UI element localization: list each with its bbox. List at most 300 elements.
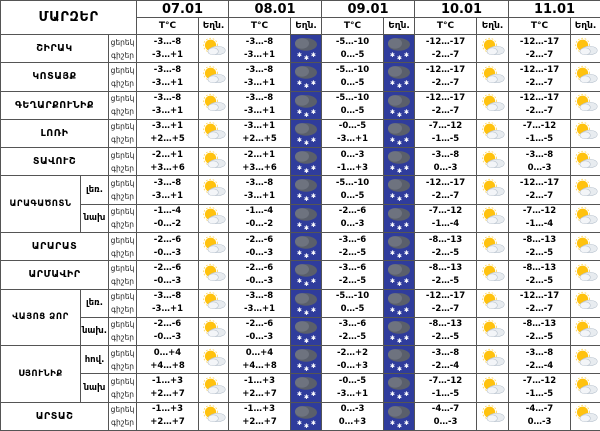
partly-sunny-icon [573,65,599,85]
region-row [1,402,600,430]
temp-label-5: T°C [509,18,571,35]
night-temp: -2…-5 [525,275,554,286]
snow-cloud-icon [291,176,322,204]
region-name: ՎԱՅՈՑ ՁՈՐ [1,289,81,346]
weather-label-3: Եղն. [384,18,415,35]
day-night-label [109,289,137,317]
temperature-cell [322,289,384,317]
night-temp: -1…-5 [431,389,460,400]
partly-sunny-icon [201,121,227,141]
temperature-cell [509,402,571,430]
temperature-cell [322,346,384,374]
day-temp: -3…-8 [245,36,274,47]
snow-icon [291,176,321,203]
day-temp: -2…+1 [244,149,275,160]
svg-text:✱: ✱ [390,108,396,116]
day-temp: 0…+4 [153,347,182,358]
partly-sunny-icon [201,348,227,368]
day-temp: -12…-17 [519,291,560,302]
svg-text:✱: ✱ [397,253,403,261]
night-temp: -1…-5 [525,134,554,145]
day-temp: 0…-3 [340,149,365,160]
night-temp: 0…-5 [340,77,365,88]
snow-cloud-icon [291,261,322,289]
day-label: ցերեկ [110,235,135,245]
night-temp: -2…-7 [525,106,554,117]
svg-text:✱: ✱ [404,165,410,173]
svg-text:✱: ✱ [404,136,410,144]
sun-cloud-icon [477,289,509,317]
svg-text:✱: ✱ [297,221,303,229]
snow-cloud-icon [291,91,322,119]
partly-sunny-icon [201,150,227,170]
day-temp: -1…+3 [244,376,275,387]
night-temp: 0…-3 [433,162,458,173]
day-temp: -3…-8 [153,36,182,47]
svg-text:✱: ✱ [404,334,410,342]
night-temp: -2…-5 [338,275,367,286]
sun-cloud-icon [199,289,229,317]
day-temp: -5…-10 [335,93,370,104]
night-label: գիշեր [111,276,134,286]
day-temp: -12…-17 [519,64,560,75]
day-temp: -12…-17 [425,291,466,302]
sun-cloud-icon [571,261,600,289]
svg-text:✱: ✱ [404,363,410,371]
day-night-label [109,63,137,91]
day-night-label [109,204,137,232]
night-temp: -2…-7 [431,304,460,315]
region-name: ՍՅՈՒՆԻՔ [1,346,81,403]
day-temp: 0…+4 [245,347,274,358]
snow-icon [384,35,414,62]
night-temp: 0…-5 [340,304,365,315]
svg-text:✱: ✱ [311,363,317,371]
partly-sunny-icon [573,235,599,255]
svg-text:✱: ✱ [311,391,317,399]
weather-label-1: Եղն. [199,18,229,35]
sun-cloud-icon [199,402,229,430]
day-temp: -3…-6 [338,319,367,330]
day-label: ցերեկ [110,37,135,47]
sun-cloud-icon [571,35,600,63]
day-temp: 0…-3 [340,404,365,415]
svg-text:✱: ✱ [304,83,310,91]
day-temp: -7…-12 [428,206,463,217]
partly-sunny-icon [480,93,506,113]
sun-cloud-icon [571,317,600,345]
svg-text:✱: ✱ [390,363,396,371]
svg-text:✱: ✱ [304,422,310,430]
svg-text:✱: ✱ [297,165,303,173]
snow-icon [291,205,321,232]
header-date-row [1,1,600,18]
night-temp: -2…-5 [431,275,460,286]
night-temp: -1…-4 [525,219,554,230]
temperature-cell [137,91,199,119]
night-temp: -0…-3 [153,247,182,258]
partly-sunny-icon [480,178,506,198]
svg-text:✱: ✱ [297,306,303,314]
svg-text:✱: ✱ [397,111,403,119]
sun-cloud-icon [199,346,229,374]
night-temp: -2…-5 [431,332,460,343]
partly-sunny-icon [201,178,227,198]
day-temp: -4…-7 [525,404,554,415]
day-temp: -8…-13 [428,262,463,273]
sun-cloud-icon [477,204,509,232]
svg-text:✱: ✱ [311,108,317,116]
svg-text:✱: ✱ [311,136,317,144]
temperature-cell [509,119,571,147]
day-label: ցերեկ [110,377,135,387]
night-temp: -2…-7 [525,191,554,202]
svg-text:✱: ✱ [311,80,317,88]
night-temp: +3…+6 [150,162,185,173]
night-temp: -2…-7 [525,77,554,88]
partly-sunny-icon [201,235,227,255]
partly-sunny-icon [480,121,506,141]
svg-text:✱: ✱ [297,391,303,399]
day-temp: -3…-8 [153,291,182,302]
sun-cloud-icon [571,148,600,176]
temperature-cell [137,148,199,176]
temperature-cell [229,402,291,430]
snow-icon [384,261,414,288]
snow-icon [384,290,414,317]
subregion-label: նախ. [81,317,109,345]
temperature-cell [322,232,384,260]
sun-cloud-icon [477,402,509,430]
date-header-3: 09.01 [322,1,415,18]
partly-sunny-icon [480,291,506,311]
temperature-cell [229,35,291,63]
region-row [1,204,600,232]
svg-text:✱: ✱ [397,366,403,374]
snow-cloud-icon [291,346,322,374]
day-temp: -5…-10 [335,64,370,75]
snow-cloud-icon [384,35,415,63]
partly-sunny-icon [201,37,227,57]
sun-cloud-icon [477,317,509,345]
temperature-cell [229,91,291,119]
svg-text:✱: ✱ [390,193,396,201]
subregion-label: լեռ. [81,176,109,204]
snow-icon [291,92,321,119]
temperature-cell [322,35,384,63]
night-temp: -3…+1 [244,106,275,117]
day-temp: -12…-17 [519,36,560,47]
svg-text:✱: ✱ [311,51,317,60]
temperature-cell [415,289,477,317]
night-label: գիշեր [111,192,134,202]
temperature-cell [415,317,477,345]
svg-text:✱: ✱ [390,391,396,399]
temperature-cell [229,261,291,289]
day-temp: -2…-6 [153,319,182,330]
svg-text:✱: ✱ [390,221,396,229]
day-temp: -7…-12 [428,376,463,387]
temperature-cell [137,176,199,204]
temperature-cell [137,346,199,374]
snow-icon [291,261,321,288]
partly-sunny-icon [480,206,506,226]
snow-cloud-icon [384,402,415,430]
night-temp: -3…+1 [244,304,275,315]
svg-text:✱: ✱ [404,278,410,286]
sun-cloud-icon [199,63,229,91]
night-temp: -0…-2 [153,219,182,230]
snow-icon [384,346,414,373]
svg-text:✱: ✱ [404,249,410,258]
svg-text:✱: ✱ [304,337,310,346]
forecast-body [1,1,600,431]
svg-text:✱: ✱ [390,306,396,314]
temperature-cell [509,63,571,91]
partly-sunny-icon [573,404,599,424]
snow-icon [384,176,414,203]
temperature-cell [415,374,477,402]
temperature-cell [509,346,571,374]
snow-cloud-icon [291,63,322,91]
sun-cloud-icon [199,374,229,402]
svg-text:✱: ✱ [390,249,396,258]
night-label: գիշեր [111,361,134,371]
sun-cloud-icon [477,346,509,374]
night-temp: +2…+7 [150,417,185,428]
night-temp: -0…-3 [153,275,182,286]
svg-text:✱: ✱ [397,168,403,176]
night-temp: -2…-7 [431,191,460,202]
svg-text:✱: ✱ [404,306,410,314]
region-row [1,148,600,176]
temperature-cell [322,63,384,91]
temperature-cell [415,346,477,374]
temperature-cell [137,35,199,63]
night-temp: 0…-3 [527,417,552,428]
snow-cloud-icon [384,232,415,260]
temperature-cell [137,374,199,402]
partly-sunny-icon [480,263,506,283]
svg-text:✱: ✱ [297,334,303,342]
temperature-cell [415,148,477,176]
night-label: գիշեր [111,333,134,343]
sun-cloud-icon [477,119,509,147]
sun-cloud-icon [477,232,509,260]
temperature-cell [322,119,384,147]
day-label: ցերեկ [110,179,135,189]
night-label: գիշեր [111,418,134,428]
svg-text:✱: ✱ [311,334,317,342]
day-label: ցերեկ [110,263,135,273]
svg-text:✱: ✱ [304,366,310,374]
night-temp: 0…-3 [527,162,552,173]
temperature-cell [415,35,477,63]
snow-icon [291,290,321,317]
night-temp: -0…-3 [245,275,274,286]
snow-icon [384,205,414,232]
partly-sunny-icon [573,178,599,198]
sun-cloud-icon [571,289,600,317]
day-night-label [109,176,137,204]
day-temp: -12…-17 [425,93,466,104]
svg-text:✱: ✱ [397,83,403,91]
night-temp: -2…-7 [431,49,460,60]
snow-icon [291,346,321,373]
day-night-label [109,261,137,289]
temperature-cell [229,374,291,402]
day-temp: -12…-17 [425,36,466,47]
partly-sunny-icon [573,348,599,368]
day-temp: -8…-13 [522,234,557,245]
region-row [1,261,600,289]
sun-cloud-icon [477,63,509,91]
partly-sunny-icon [573,376,599,396]
night-temp: -3…+1 [244,191,275,202]
day-night-label [109,317,137,345]
snow-icon [291,120,321,147]
temperature-cell [509,35,571,63]
snow-icon [291,148,321,175]
region-row [1,63,600,91]
night-temp: -2…-7 [431,77,460,88]
day-temp: -1…-4 [153,206,182,217]
sun-cloud-icon [199,261,229,289]
sun-cloud-icon [477,35,509,63]
day-temp: -8…-13 [522,319,557,330]
temperature-cell [322,91,384,119]
temperature-cell [322,374,384,402]
night-temp: -3…+1 [244,77,275,88]
temperature-cell [509,176,571,204]
day-temp: -3…-8 [153,178,182,189]
day-label: ցերեկ [110,150,135,160]
svg-text:✱: ✱ [404,193,410,201]
snow-cloud-icon [384,91,415,119]
day-temp: -3…-8 [431,149,460,160]
temperature-cell [509,204,571,232]
night-temp: -3…+1 [244,49,275,60]
svg-text:✱: ✱ [311,165,317,173]
night-temp: +2…+5 [242,134,277,145]
sun-cloud-icon [199,232,229,260]
day-temp: -2…+2 [337,347,368,358]
temperature-cell [415,204,477,232]
svg-text:✱: ✱ [304,196,310,204]
partly-sunny-icon [573,319,599,339]
night-label: գիշեր [111,135,134,145]
sun-cloud-icon [199,204,229,232]
svg-text:✱: ✱ [304,139,310,148]
snow-cloud-icon [384,374,415,402]
night-temp: +3…+6 [242,162,277,173]
temperature-cell [509,91,571,119]
snow-cloud-icon [291,35,322,63]
svg-text:✱: ✱ [397,394,403,402]
partly-sunny-icon [480,376,506,396]
night-temp: -3…+1 [152,191,183,202]
sun-cloud-icon [571,232,600,260]
temperature-cell [415,176,477,204]
snow-icon [384,120,414,147]
night-label: գիշեր [111,50,134,60]
temperature-cell [415,261,477,289]
day-temp: -3…-8 [153,93,182,104]
night-temp: +2…+7 [150,389,185,400]
day-night-label [109,35,137,63]
day-temp: -5…-10 [335,36,370,47]
partly-sunny-icon [201,65,227,85]
temperature-cell [509,317,571,345]
partly-sunny-icon [573,93,599,113]
day-temp: -3…-8 [245,178,274,189]
temperature-cell [137,402,199,430]
svg-text:✱: ✱ [304,111,310,119]
weather-label-5: Եղն. [571,18,600,35]
temperature-cell [229,119,291,147]
day-temp: -2…-6 [153,234,182,245]
svg-text:✱: ✱ [404,419,410,427]
date-header-1: 07.01 [137,1,229,18]
region-row [1,317,600,345]
sun-cloud-icon [477,91,509,119]
day-temp: -12…-17 [425,178,466,189]
sun-cloud-icon [477,261,509,289]
temperature-cell [415,63,477,91]
day-label: ցերեկ [110,122,135,132]
sun-cloud-icon [199,176,229,204]
snow-icon [384,148,414,175]
night-label: գիշեր [111,305,134,315]
night-temp: -0…-3 [245,247,274,258]
region-row [1,374,600,402]
day-label: ցերեկ [110,320,135,330]
partly-sunny-icon [201,291,227,311]
partly-sunny-icon [201,376,227,396]
svg-text:✱: ✱ [311,278,317,286]
day-temp: -12…-17 [519,178,560,189]
day-temp: -3…-8 [525,149,554,160]
partly-sunny-icon [201,404,227,424]
temperature-cell [137,63,199,91]
day-temp: -3…-8 [245,64,274,75]
night-temp: +2…+5 [150,134,185,145]
svg-text:✱: ✱ [311,306,317,314]
partly-sunny-icon [573,263,599,283]
snow-icon [384,63,414,90]
day-temp: -3…+1 [152,121,183,132]
temperature-cell [322,402,384,430]
svg-text:✱: ✱ [304,394,310,402]
day-temp: -8…-13 [522,262,557,273]
snow-icon [384,233,414,260]
sun-cloud-icon [477,374,509,402]
night-temp: -2…-5 [525,332,554,343]
svg-text:✱: ✱ [390,334,396,342]
day-temp: -0…-5 [338,121,367,132]
day-temp: -3…-8 [525,347,554,358]
night-temp: -2…-7 [431,106,460,117]
sun-cloud-icon [571,402,600,430]
region-name: ԿՈՏԱՅՔ [1,63,109,91]
night-label: գիշեր [111,163,134,173]
day-temp: -5…-10 [335,178,370,189]
svg-text:✱: ✱ [304,55,310,63]
night-label: գիշեր [111,78,134,88]
night-temp: -1…-4 [431,219,460,230]
sun-cloud-icon [477,148,509,176]
temp-label-2: T°C [229,18,291,35]
